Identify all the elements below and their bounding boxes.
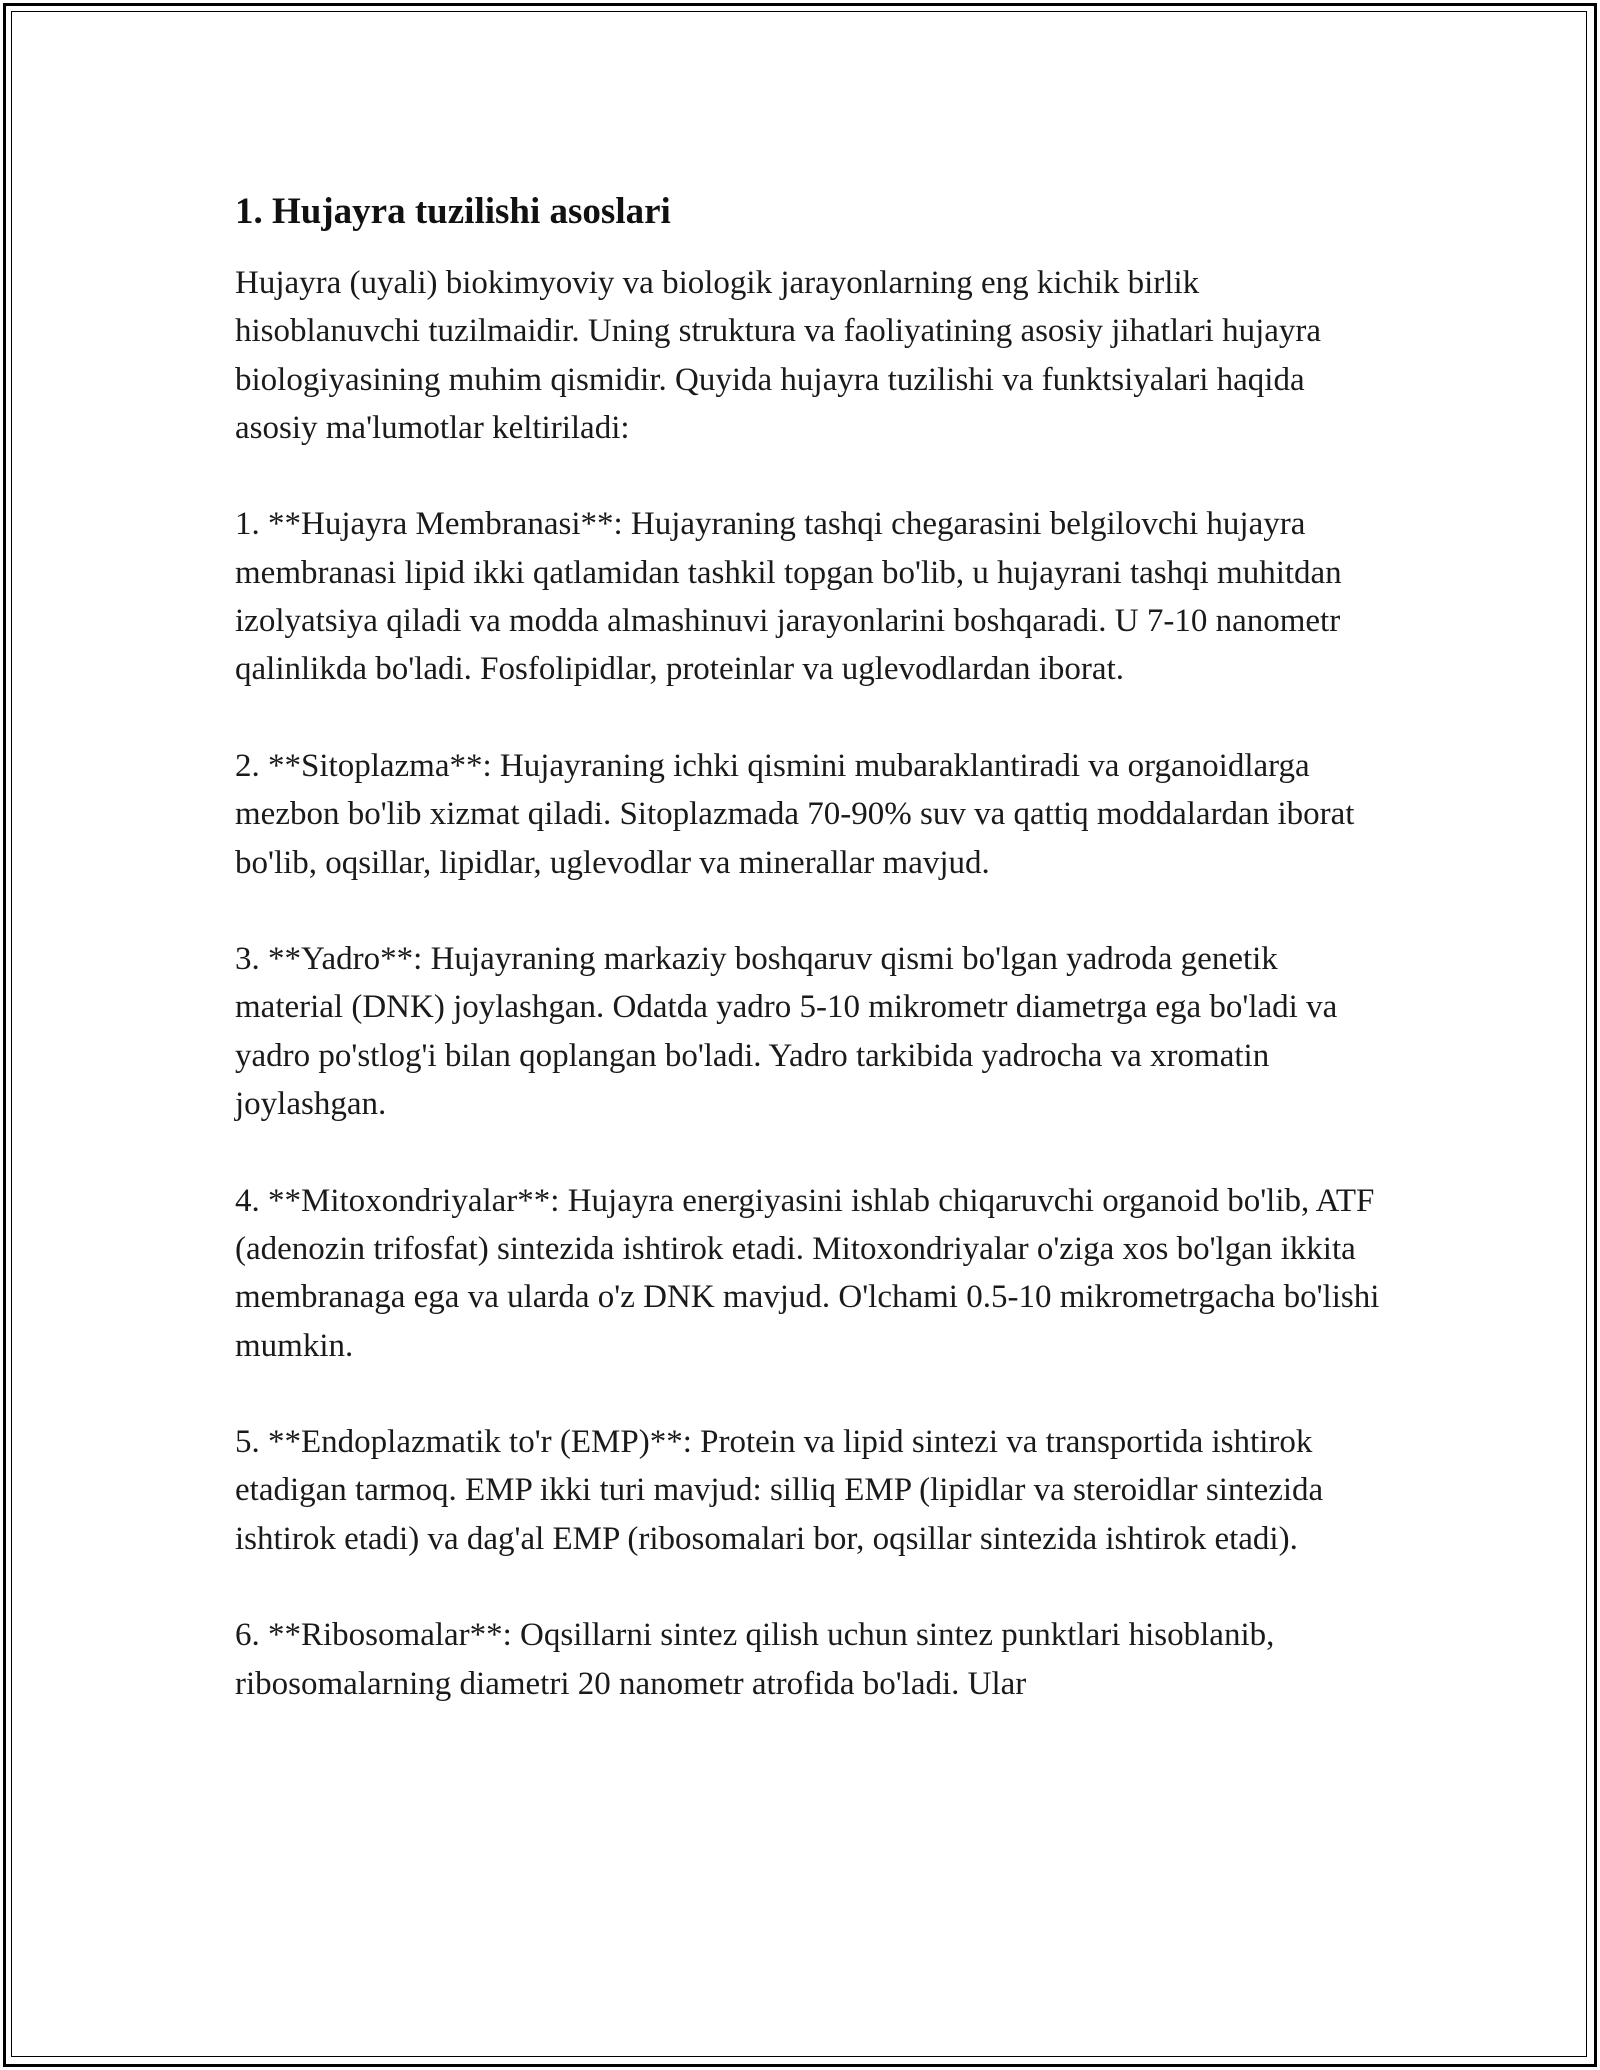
intro-paragraph: Hujayra (uyali) biokimyoviy va biologik jarayonlarning eng kichik birlik hisoblanuvchi tuzilmaidir. Uning struktura va faoliyatining asosiy jihatlari hujayra biologiyasining muhim qismidir. Quyida hujayra tuzilishi va funktsiyalari haqida asosiy ma'lumotlar keltiriladi:	[235, 265, 1322, 446]
paragraph-cytoplasm: 2. **Sitoplazma**: Hujayraning ichki qismini mubaraklantiradi va organoidlarga mezbon bo'lib xizmat qiladi. Sitoplazmada 70-90% suv va qattiq moddalardan iborat bo'lib, oqsillar, lipidlar, uglevodlar va minerallar mavjud.	[235, 747, 1355, 881]
paragraph-membrane: 1. **Hujayra Membranasi**: Hujayraning tashqi chegarasini belgilovchi hujayra membranasi lipid ikki qatlamidan tashkil topgan bo'lib, u hujayrani tashqi muhitdan izolyatsiya qiladi va modda almashinuvi jarayonlarini boshqaradi. U 7-10 nanometr qalinlikda bo'ladi. Fosfolipidlar, proteinlar va uglevodlardan iborat.	[235, 506, 1342, 688]
document-body	[235, 188, 1385, 1756]
paragraph-endoplasmic-reticulum: 5. **Endoplazmatik to'r (EMP)**: Protein va lipid sintezi va transportida ishtirok etadigan tarmoq. EMP ikki turi mavjud: silliq EMP (lipidlar va steroidlar sintezida ishtirok etadi) va dag'al EMP (ribosomalari bor, oqsillar sintezida ishtirok etadi).	[235, 1424, 1324, 1557]
paragraph-nucleus: 3. **Yadro**: Hujayraning markaziy boshqaruv qismi bo'lgan yadroda genetik material (DNK) joylashgan. Odatda yadro 5-10 mikrometr diametrga ega bo'ladi va yadro po'stlog'i bilan qoplangan bo'ladi. Yadro tarkibida yadrocha va xromatin joylashgan.	[235, 941, 1338, 1123]
paragraph-mitochondria: 4. **Mitoxondriyalar**: Hujayra energiyasini ishlab chiqaruvchi organoid bo'lib, ATF (adenozin trifosfat) sintezida ishtirok etadi. Mitoxondriyalar o'ziga xos bo'lgan ikkita membranaga ega va ularda o'z DNK mavjud. O'lchami 0.5-10 mikrometrgacha bo'lishi mumkin.	[235, 1182, 1380, 1364]
paragraph-ribosomes: 6. **Ribosomalar**: Oqsillarni sintez qilish uchun sintez punktlari hisoblanib, ribosomalarning diametri 20 nanometr atrofida bo'ladi. Ular	[235, 1617, 1275, 1702]
document-title: 1. Hujayra tuzilishi asoslari	[235, 191, 671, 232]
